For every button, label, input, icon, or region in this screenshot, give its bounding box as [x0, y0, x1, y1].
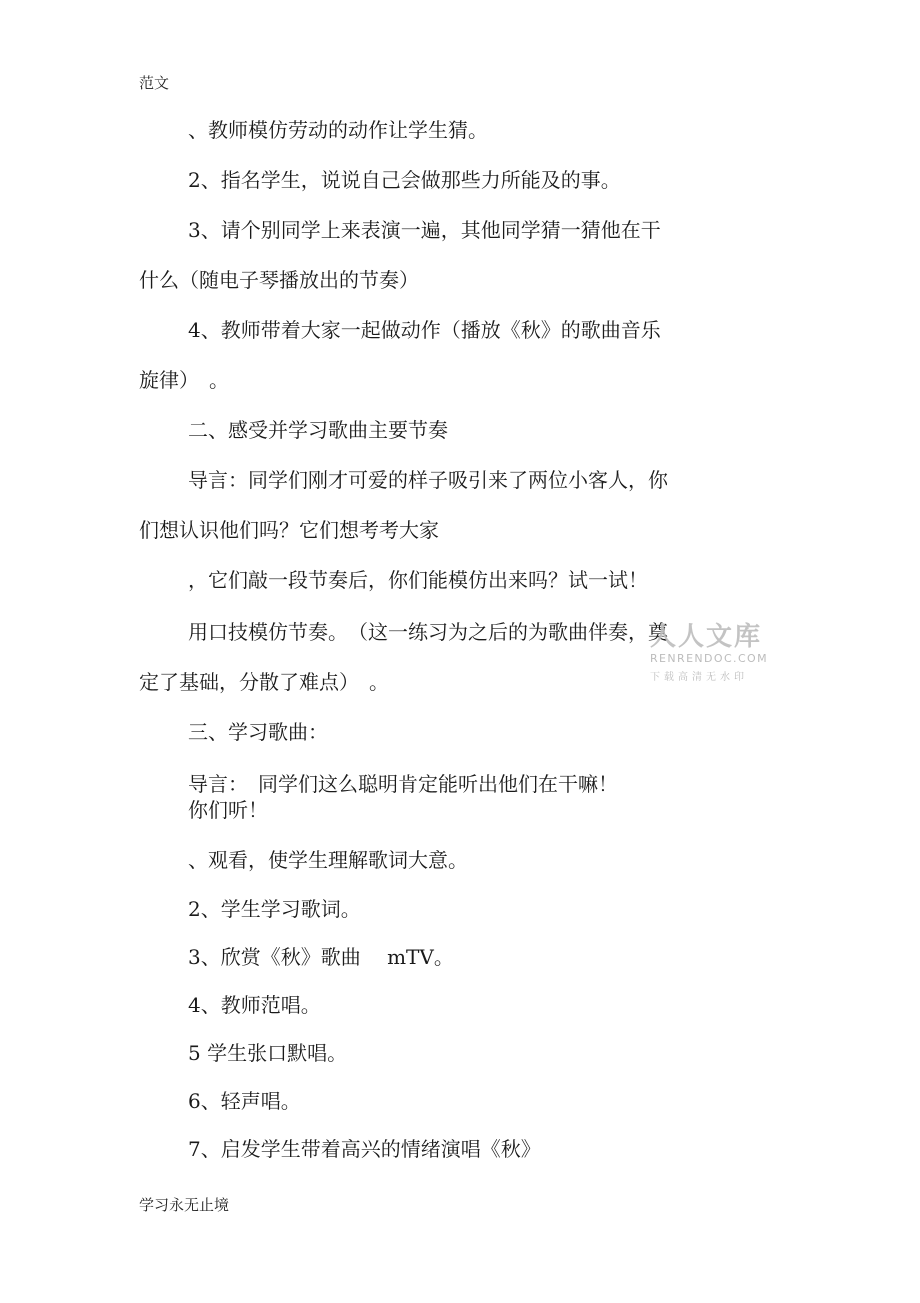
page-footer: 学习永无止境 — [139, 1196, 230, 1214]
page-header: 范文 — [139, 74, 170, 92]
text-line: 用口技模仿节奏。 （这一练习为之后的为歌曲伴奏，奠 — [188, 620, 668, 644]
watermark-tagline: 下载高清无水印 — [650, 672, 748, 683]
text-line: 们想认识他们吗？它们想考考大家 — [139, 518, 439, 542]
text-line: 2、指名学生，说说自己会做那些力所能及的事。 — [188, 168, 621, 192]
section-heading: 三、学习歌曲： — [188, 720, 328, 744]
text-line: 旋律） 。 — [139, 368, 229, 392]
text-line: 4、教师范唱。 — [188, 993, 321, 1017]
text-line: 定了基础，分散了难点） 。 — [139, 670, 389, 694]
text-line: 6、轻声唱。 — [188, 1089, 301, 1113]
text-line: 2、学生学习歌词。 — [188, 897, 361, 921]
text-line: 导言：同学们刚才可爱的样子吸引来了两位小客人，你 — [188, 468, 668, 492]
text-line: 导言： 同学们这么聪明肯定能听出他们在干嘛！ — [188, 772, 618, 796]
section-heading: 二、感受并学习歌曲主要节奏 — [188, 418, 448, 442]
watermark-logo: 人人文库 — [650, 622, 763, 652]
text-line: 5 学生张口默唱。 — [188, 1041, 348, 1065]
text-line: 、观看，使学生理解歌词大意。 — [188, 848, 468, 872]
text-line: 什么（随电子琴播放出的节奏） — [139, 268, 419, 292]
watermark — [650, 616, 775, 686]
watermark-site: RENRENDOC.COM — [650, 652, 768, 665]
text-line: 你们听！ — [188, 798, 268, 822]
text-line: ，它们敲一段节奏后，你们能模仿出来吗？试一试！ — [188, 568, 648, 592]
text-line: 3、请个别同学上来表演一遍，其他同学猜一猜他在干 — [188, 218, 661, 242]
text-line: 3、欣赏《秋》歌曲 mTV。 — [188, 945, 454, 969]
text-line: 7、启发学生带着高兴的情绪演唱《秋》 — [188, 1137, 541, 1161]
text-line: 4、教师带着大家一起做动作（播放《秋》的歌曲音乐 — [188, 318, 661, 342]
text-line: 、教师模仿劳动的动作让学生猜。 — [188, 118, 488, 142]
